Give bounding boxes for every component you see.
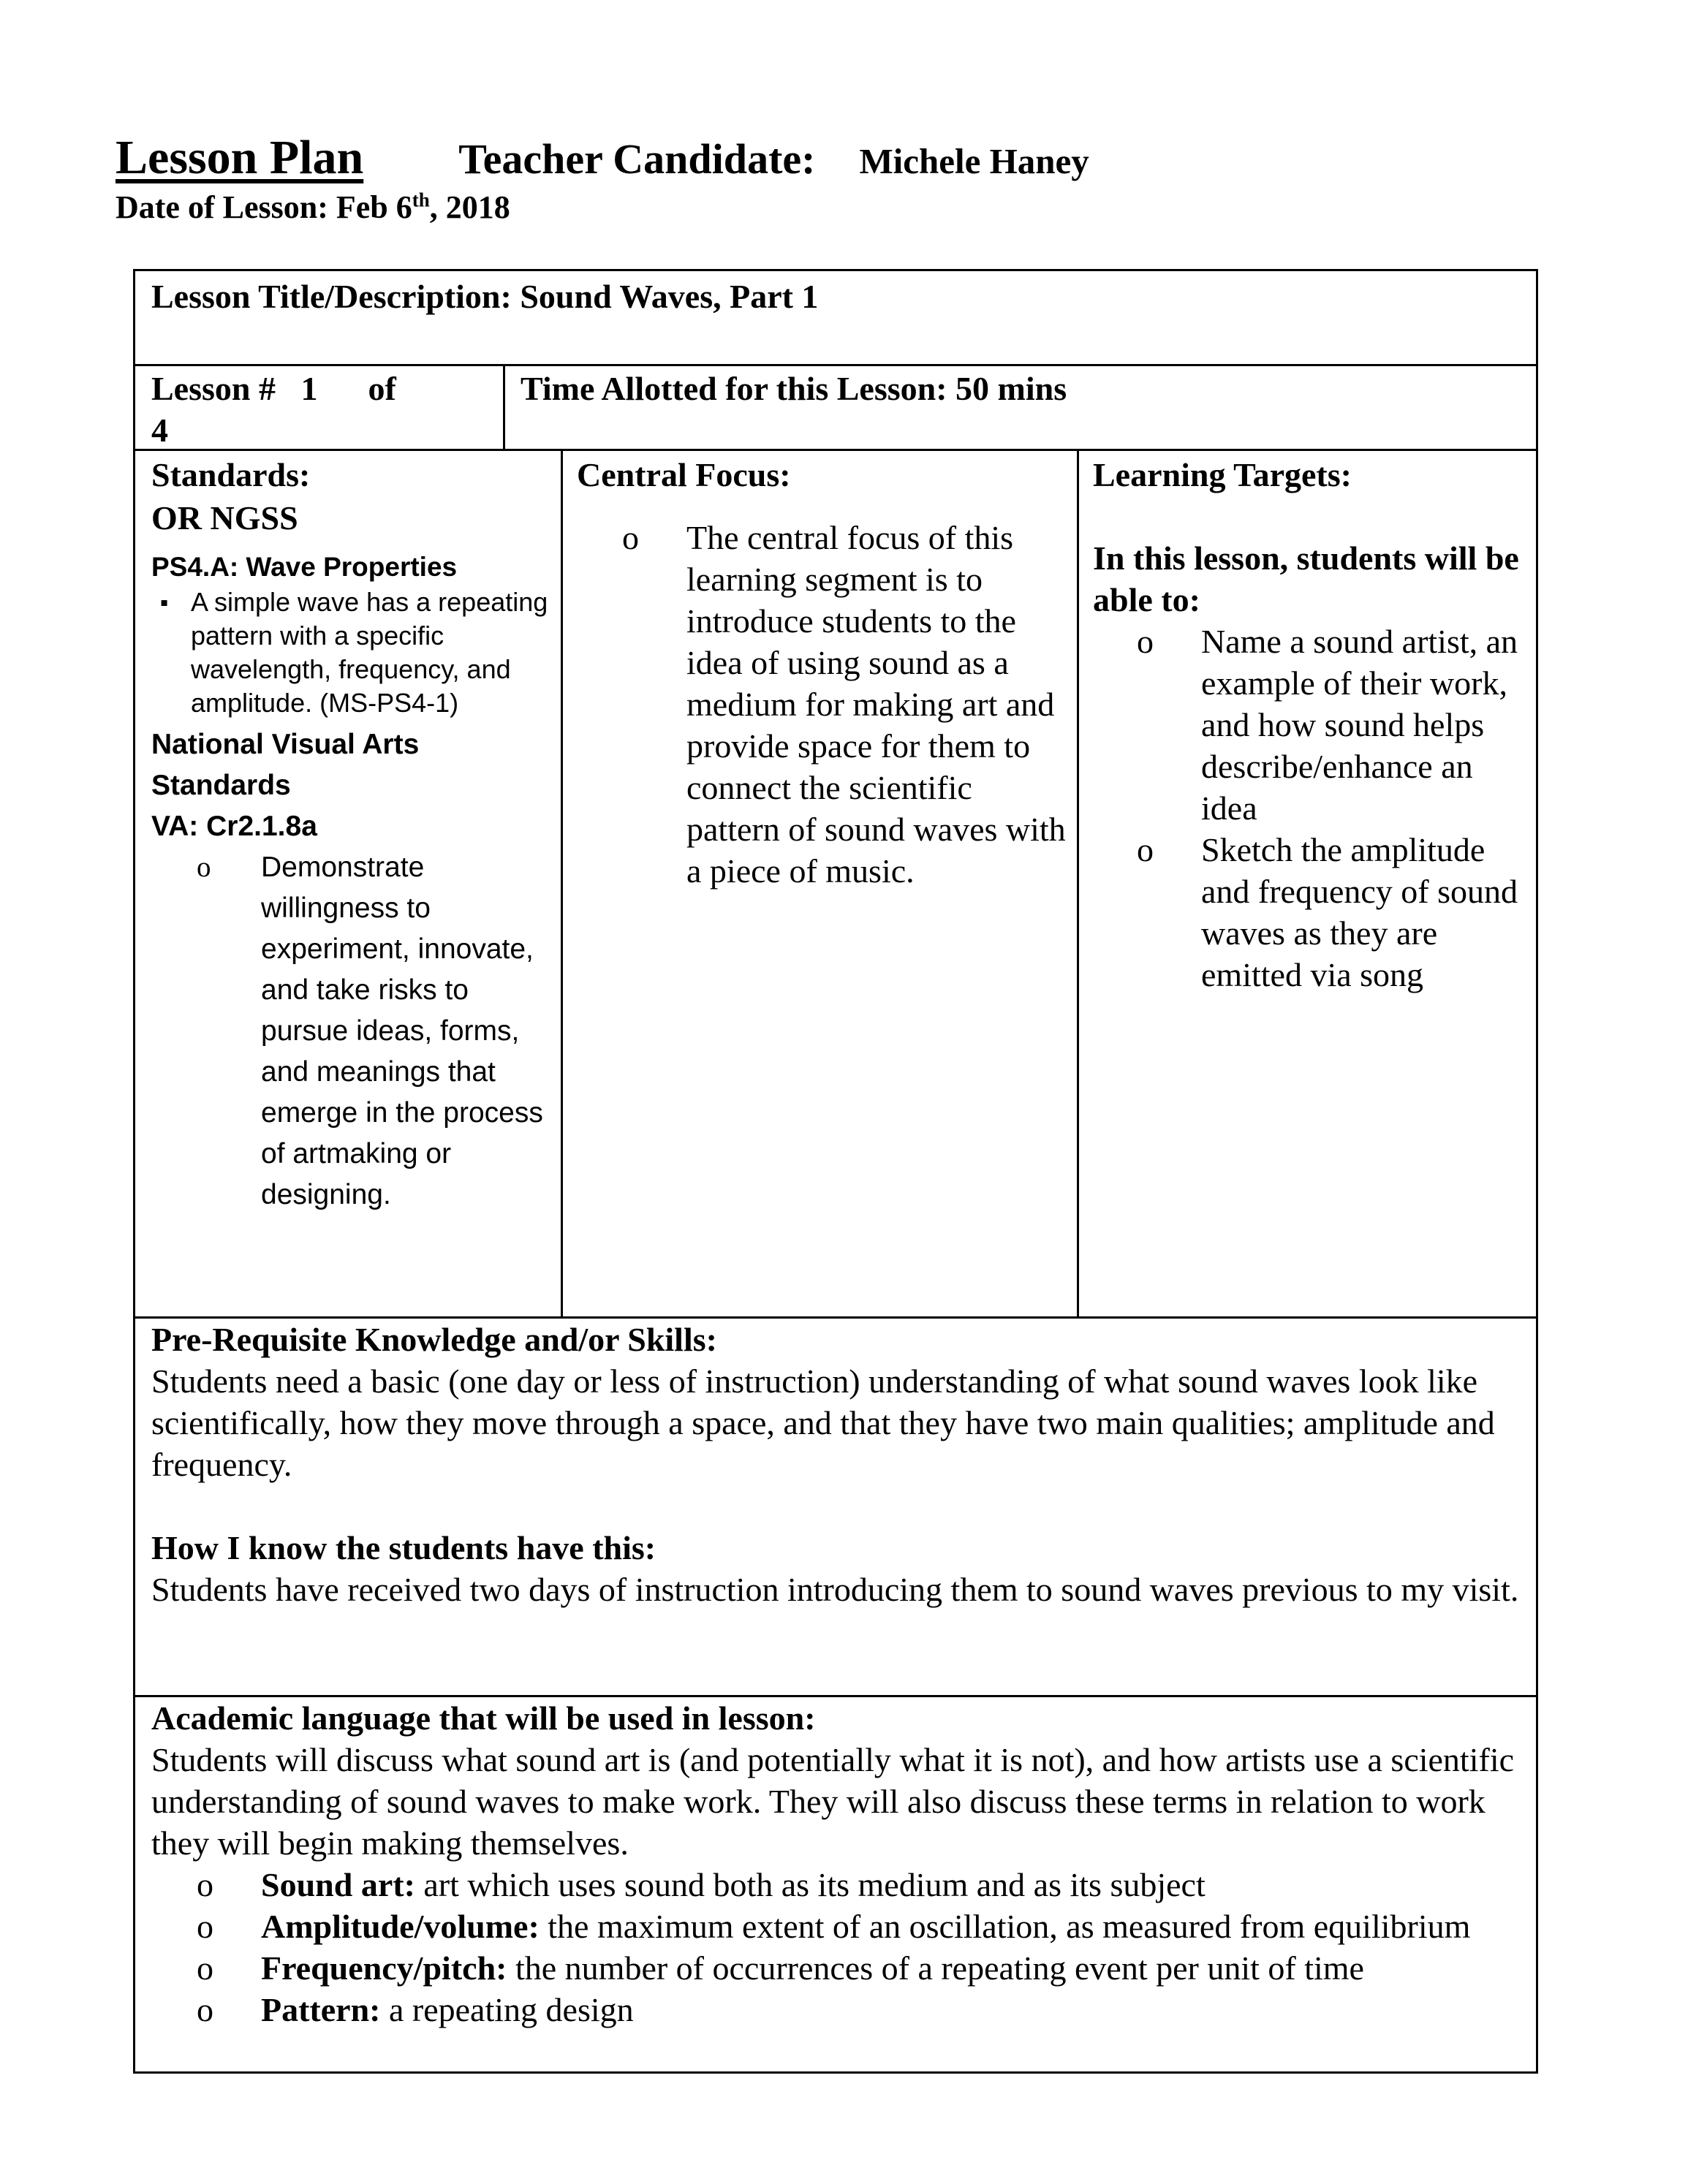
teacher-candidate-label: Teacher Candidate:: [458, 135, 816, 183]
academic-text: Students will discuss what sound art is (and potentially what it is not), and how artists use a scientific understanding of sound waves to make work. They will also discuss these terms in relation to work they will begin making themselves.: [151, 1741, 1515, 1862]
list-item: o Name a sound artist, an example of their work, and how sound helps describe/enhance an idea: [1201, 621, 1532, 829]
learning-targets-cell: [1093, 454, 1532, 996]
lesson-total: 4: [151, 412, 168, 449]
prereq-cell: [151, 1319, 1526, 1610]
document-header: [116, 130, 1089, 226]
ps-heading: PS4.A: Wave Properties: [151, 552, 458, 582]
term: Frequency/pitch:: [261, 1949, 507, 1987]
central-focus-heading: Central Focus:: [577, 456, 791, 493]
term: Pattern:: [261, 1991, 381, 2028]
date-label: Date of Lesson: Feb 6: [116, 189, 412, 225]
column-divider: [561, 449, 563, 1316]
term: Sound art:: [261, 1866, 415, 1903]
va-list: [261, 847, 557, 1216]
how-know-heading: How I know the students have this:: [151, 1529, 656, 1566]
academic-heading: Academic language that will be used in lesson:: [151, 1699, 816, 1737]
prereq-text: Students need a basic (one day or less of instruction) understanding of what sound waves look like scientifically, how they move through a space, and that they have two main qualities; amplitude and frequency.: [151, 1362, 1495, 1483]
term-item: [261, 1989, 1526, 2031]
lesson-number-line: Lesson # 1 of: [151, 370, 396, 407]
time-allotted: Time Allotted for this Lesson: 50 mins: [521, 370, 1067, 407]
standards-cell: [151, 454, 557, 1216]
va-code: VA: Cr2.1.8a: [151, 811, 317, 842]
term-definition: the maximum extent of an oscillation, as measured from equilibrium: [539, 1908, 1471, 1945]
how-know-text: Students have received two days of instruction introducing them to sound waves previous to my visit.: [151, 1571, 1519, 1608]
learning-targets-heading: Learning Targets:: [1093, 456, 1352, 493]
term-item: [261, 1906, 1526, 1947]
list-item: ▪ A simple wave has a repeating pattern with a specific wavelength, frequency, and amplitude. (MS-PS4-1): [191, 585, 557, 720]
term-item: [261, 1947, 1526, 1989]
teacher-name: Michele Haney: [859, 141, 1089, 181]
lesson-table: [133, 269, 1538, 2074]
column-divider: [1077, 449, 1079, 1316]
header-line: [116, 130, 1089, 184]
term: Amplitude/volume:: [261, 1908, 540, 1945]
date-suffix: th: [412, 189, 430, 211]
learning-targets-intro: In this lesson, students will be able to:: [1093, 539, 1519, 618]
standards-heading: Standards:: [151, 456, 311, 493]
term-item: [261, 1864, 1526, 1906]
term-definition: the number of occurrences of a repeating event per unit of time: [507, 1949, 1364, 1987]
ps-list: [191, 585, 557, 720]
list-item: o Demonstrate willingness to experiment, innovate, and take risks to pursue ideas, forms, and meanings that emerge in the process of artmaking or designing.: [261, 847, 557, 1216]
date-year: , 2018: [429, 189, 510, 225]
academic-terms: [261, 1864, 1526, 2031]
learning-targets-list: [1201, 621, 1532, 996]
central-focus-cell: [577, 454, 1067, 892]
lesson-number: [151, 368, 495, 451]
list-item: o The central focus of this learning segment is to introduce students to the idea of using sound as a medium for making art and provide space for them to connect the scientific pattern of sound waves with a piece of music.: [686, 517, 1067, 892]
lesson-plan-title: Lesson Plan: [116, 131, 364, 184]
term-definition: a repeating design: [380, 1991, 634, 2028]
column-divider: [503, 364, 505, 449]
row-divider: [135, 364, 1536, 366]
list-item: o Sketch the amplitude and frequency of sound waves as they are emitted via song: [1201, 829, 1532, 996]
central-focus-list: [686, 517, 1067, 892]
term-definition: art which uses sound both as its medium and as its subject: [415, 1866, 1206, 1903]
nva-heading: National Visual Arts Standards: [151, 729, 420, 801]
prereq-heading: Pre-Requisite Knowledge and/or Skills:: [151, 1321, 717, 1358]
lesson-date: [116, 189, 1089, 226]
lesson-title: Lesson Title/Description: Sound Waves, Part 1: [151, 278, 819, 315]
standards-sub: OR NGSS: [151, 499, 298, 536]
academic-cell: [151, 1697, 1526, 2031]
